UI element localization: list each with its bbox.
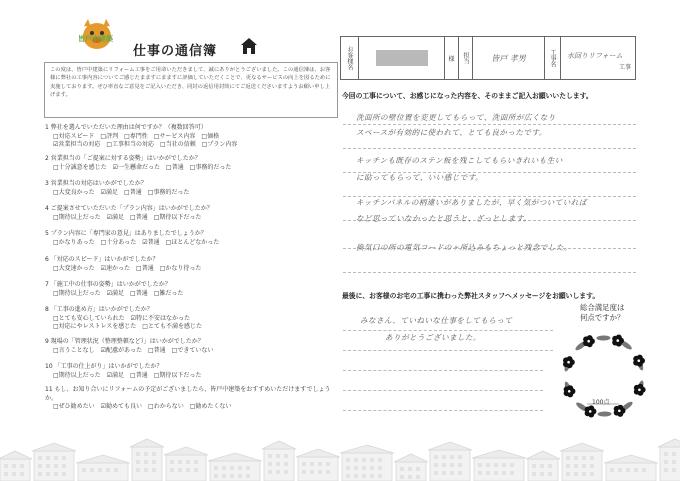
customer-label: お客様名 [341,37,359,79]
work-name-field[interactable] [561,37,635,79]
town-building [472,450,526,481]
question-options[interactable]: □対応スピード □評判 □専門性 □サービス内容 □価格 [53,132,220,140]
house-icon [240,37,258,55]
customer-name-field[interactable] [359,37,445,79]
ruled-line [343,350,553,351]
town-building [428,442,472,481]
intro-text: この度は、皆戸中建築にリフォーム工事をご用命いただきまして、誠にありがとうございました。この通信簿は、お客様に弊社の工事内容についてご感じたまますにまますに評価していただくことで、更なるサービスの向上を図るために実施しております。ぜひ率直なご意見をご記入いただき、同封の返信用封筒にてご返送くださいますようお願い申し上げます。 [44,62,338,118]
question-text: 5 プラン内容に「専門家の意見」はありましたでしょうか？ [45,230,207,237]
ruled-line [343,330,553,331]
town-building [526,451,560,481]
town-building [208,453,262,481]
question-options[interactable]: □期待以上だった ☑満足 □普通 □期待以下だった [53,371,202,379]
question-text: 1 弊社を選んでいただいた理由は何ですか？（複数回答可） [45,124,207,131]
flower-wreath-icon [549,326,659,436]
ruled-line [343,124,636,125]
question-options[interactable]: □期待以上だった ☑満足 □普通 □期待以下だった [53,213,202,221]
impression-line: など思っていなかったと思うと、ざっとします。 [356,214,532,223]
wreath-flower [583,335,595,347]
work-suffix: 工事 [618,64,631,71]
town-building [76,455,130,481]
message-line: みなさん、ていねいな仕事をしてもらって [360,316,513,325]
wreath-leaf [596,335,610,340]
question-10 [45,363,345,380]
score-question-line: 何点ですか？ [580,313,625,322]
message-line: ありがとうございました。 [385,333,481,342]
question-text: 4 ご提案させていただいた「プラン内容」はいかがでしたか？ [45,205,213,212]
question-text: 6 「対応のスピード」はいかがでしたか？ [45,256,159,263]
score-value: 100点 [592,399,610,406]
question-text: 2 営業担当の「ご提案に対する姿勢」はいかがでしたか？ [45,155,201,162]
question-options[interactable]: □大変良かった ☑満足 □普通 □事務的だった [53,188,190,196]
redacted-name [376,50,428,66]
question-options[interactable]: □言うことなし ☑配慮があった □普通 □できていない [53,346,214,354]
ruled-line [343,410,543,411]
wreath-flower [633,355,645,367]
impression-line: に貼ってもらって、いい感じです。 [356,173,484,182]
town-building [658,439,680,481]
question-3 [45,180,345,197]
impression-line: 換気口の所の電気コードのヶ所込みもちょっと残念でした。 [356,243,572,252]
ruled-line [343,370,543,371]
question-text: 7 「施工中の仕事の姿勢」はいかがでしたか？ [45,281,171,288]
question-options[interactable]: □期待以上だった ☑満足 □普通 □雑だった [53,289,184,297]
question-text: 9 現場の「管理状況（整理整頓など）」はいかがでしたか？ [45,338,204,345]
question-text: 3 営業担当の対応はいかがでしたか？ [45,180,147,187]
question-7 [45,281,345,298]
work-label: 工事名 [545,37,561,79]
town-building [32,443,76,481]
question-8 [45,306,345,332]
question-options[interactable]: □かなりあった □十分あった ☑普通 □ほとんどなかった [53,238,220,246]
town-building [296,449,340,481]
question-4 [45,205,345,222]
wreath-flower [564,385,576,397]
question-options[interactable]: □とても安心していられた ☑特に不安はなかった [53,314,191,322]
townscape-decoration [0,436,680,481]
staff-label: 担当 [459,37,473,79]
question-options[interactable]: ☑営業担当の対応 □工事担当の対応 □当社の信頼 □プラン内容 [53,141,238,149]
question-11 [45,386,335,412]
page-title: 仕事の通信簿 [133,44,218,59]
work-name: 水回りリフォーム [567,52,623,60]
customer-info-table [340,36,636,80]
question-2 [45,155,345,172]
score-question-line: 総合満足度は [580,303,625,312]
question-options[interactable]: □ぜひ勧めたい ☑勧めても良い □わからない □勧めたくない [53,403,232,411]
staff-name: 皆戸 孝男 [491,53,526,63]
ruled-line [343,148,636,149]
message-prompt: 最後に、お客様のお宅の工事に携わった弊社スタッフへメッセージをお願いします。 [342,292,600,300]
question-5 [45,230,345,247]
impressions-prompt: 今回の工事について、お感じになった内容を、そのままご記入お願いいたします。 [342,92,593,100]
logo-text: 皆戸中建築 [78,35,113,43]
wreath-flower [563,356,575,368]
question-1 [45,124,345,150]
ruled-line [343,390,543,391]
town-building [262,441,296,481]
score-question [580,303,624,323]
wreath-flower [585,405,597,417]
impression-line: スペースが有効的に使われて、とても良かったです。 [356,128,547,137]
town-building [0,451,32,481]
staff-name-field[interactable] [473,37,545,79]
impression-line: キッチンも既存のステン板を残こしてもらいきれいも生い [356,156,563,165]
question-9 [45,338,345,355]
town-building [130,439,164,481]
question-text: 8 「工事の進め方」はいかがでしたか？ [45,306,153,313]
wreath-leaf [598,411,612,416]
question-6 [45,256,345,273]
question-options[interactable]: □大変速かった ☑速かった □普通 □かなり待った [53,264,202,272]
honorific-label: 様 [445,37,459,79]
town-building [340,445,394,481]
wreath-flower [634,384,646,396]
question-options[interactable]: □十分誠意を感じた ☑一生懸命だった □普通 □事務的だった [53,163,232,171]
town-building [604,455,658,481]
town-building [560,443,604,481]
impression-line: 洗面所の壁位置を変更してもらって、洗面所が広くなり [356,113,556,122]
question-text: 10 「工事の仕上がり」はいかがでしたか？ [45,363,163,370]
impression-line: キッチンパネルの柄違いがありましたが、早く気がついていれば [356,198,587,207]
town-building [394,454,428,481]
town-building [164,447,208,481]
ruled-line [343,272,636,273]
question-options[interactable]: □対応にやレストレスを感じた □とても不満を感じた [53,323,202,331]
question-text: 11 もし、お知り合いにリフォームの予定がございましたら、皆戸中建築をおすすめいただけますでしょうか。 [45,386,331,402]
